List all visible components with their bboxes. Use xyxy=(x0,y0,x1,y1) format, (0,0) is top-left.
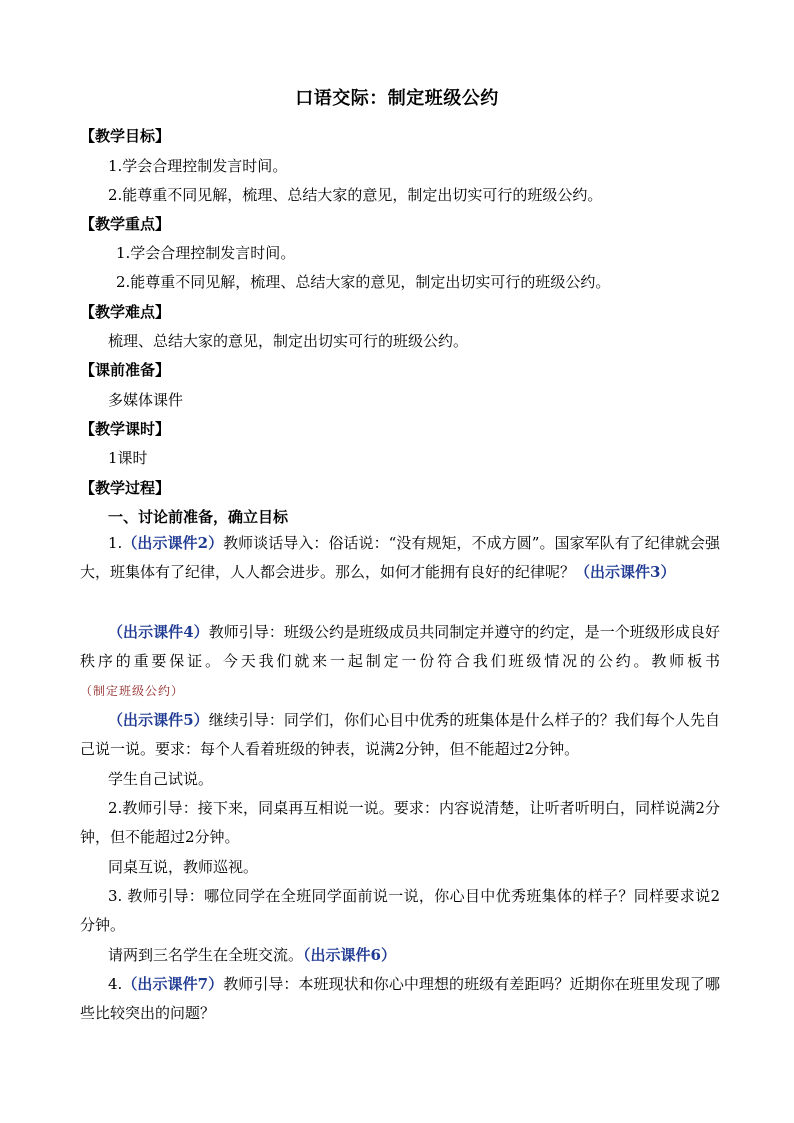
difficulty-text: 梳理、总结大家的意见，制定出切实可行的班级公约。 xyxy=(108,332,469,350)
courseware-ref: （出示课件5） xyxy=(108,711,209,729)
heading-prep: 【课前准备】 xyxy=(80,361,171,379)
goals-item-2: 2.能尊重不同见解，梳理、总结大家的意见，制定出切实可行的班级公约。 xyxy=(108,186,603,204)
courseware-ref: （出示课件7） xyxy=(122,975,224,993)
hours-text: 1课时 xyxy=(108,449,148,467)
p1-prefix: 1. xyxy=(108,534,123,552)
process-paragraph-4: 学生自己试说。 xyxy=(108,770,214,788)
p8-text: 请两到三名学生在全班交流。 xyxy=(108,946,304,964)
board-writing: （制定班级公约） xyxy=(80,684,185,698)
process-paragraph-9 xyxy=(80,970,720,1028)
p2-text: 教师引导：班级公约是班级成员共同制定并遵守的约定，是一个班级形成良好秩序的重要保证。今天我们就来一起制定一份符合我们班级情况的公约。教师板书 xyxy=(80,623,720,670)
heading-hours: 【教学课时】 xyxy=(80,420,171,438)
p9-prefix: 4. xyxy=(108,975,123,993)
process-subheading: 一、讨论前准备，确立目标 xyxy=(108,508,289,526)
process-paragraph-6: 同桌互说，教师巡视。 xyxy=(108,858,259,876)
process-paragraph-7: 3. 教师引导：哪位同学在全班同学面前说一说，你心目中优秀班集体的样子？同样要求说2分钟。 xyxy=(80,887,720,934)
courseware-ref: （出示课件3） xyxy=(575,563,676,581)
process-paragraph-3 xyxy=(80,706,720,764)
courseware-ref: （出示课件6） xyxy=(303,946,396,964)
key-item-1: 1.学会合理控制发言时间。 xyxy=(116,244,296,262)
page-title: 口语交际：制定班级公约 xyxy=(295,88,499,109)
p1-text: 教师谈话导入：俗话说：“没有规矩，不成方圆”。国家军队有了纪律就会强大，班集体有了纪律，人人都会进步。那么，如何才能拥有良好的纪律呢？ xyxy=(80,534,720,581)
heading-goals: 【教学目标】 xyxy=(80,127,171,145)
process-paragraph-5: 2.教师引导：接下来，同桌再互相说一说。要求：内容说清楚，让听者听明白，同样说满2分钟，但不能超过2分钟。 xyxy=(80,799,720,846)
p9-text: 教师引导：本班现状和你心中理想的班级有差距吗？近期你在班里发现了哪些比较突出的问题？ xyxy=(80,975,720,1022)
p3-text: 继续引导：同学们，你们心目中优秀的班集体是什么样子的？我们每个人先自己说一说。要求：每个人看着班级的钟表，说满2分钟，但不能超过2分钟。 xyxy=(80,711,720,758)
courseware-ref: （出示课件2） xyxy=(122,534,224,552)
heading-process: 【教学过程】 xyxy=(80,479,171,497)
process-paragraph-1 xyxy=(80,529,720,587)
heading-key: 【教学重点】 xyxy=(80,215,171,233)
heading-difficulty: 【教学难点】 xyxy=(80,303,171,321)
process-paragraph-2 xyxy=(80,618,720,706)
prep-text: 多媒体课件 xyxy=(108,391,184,409)
goals-item-1: 1.学会合理控制发言时间。 xyxy=(108,157,288,175)
process-paragraph-8 xyxy=(80,941,720,970)
courseware-ref: （出示课件4） xyxy=(108,623,209,641)
key-item-2: 2.能尊重不同见解，梳理、总结大家的意见，制定出切实可行的班级公约。 xyxy=(116,273,611,291)
